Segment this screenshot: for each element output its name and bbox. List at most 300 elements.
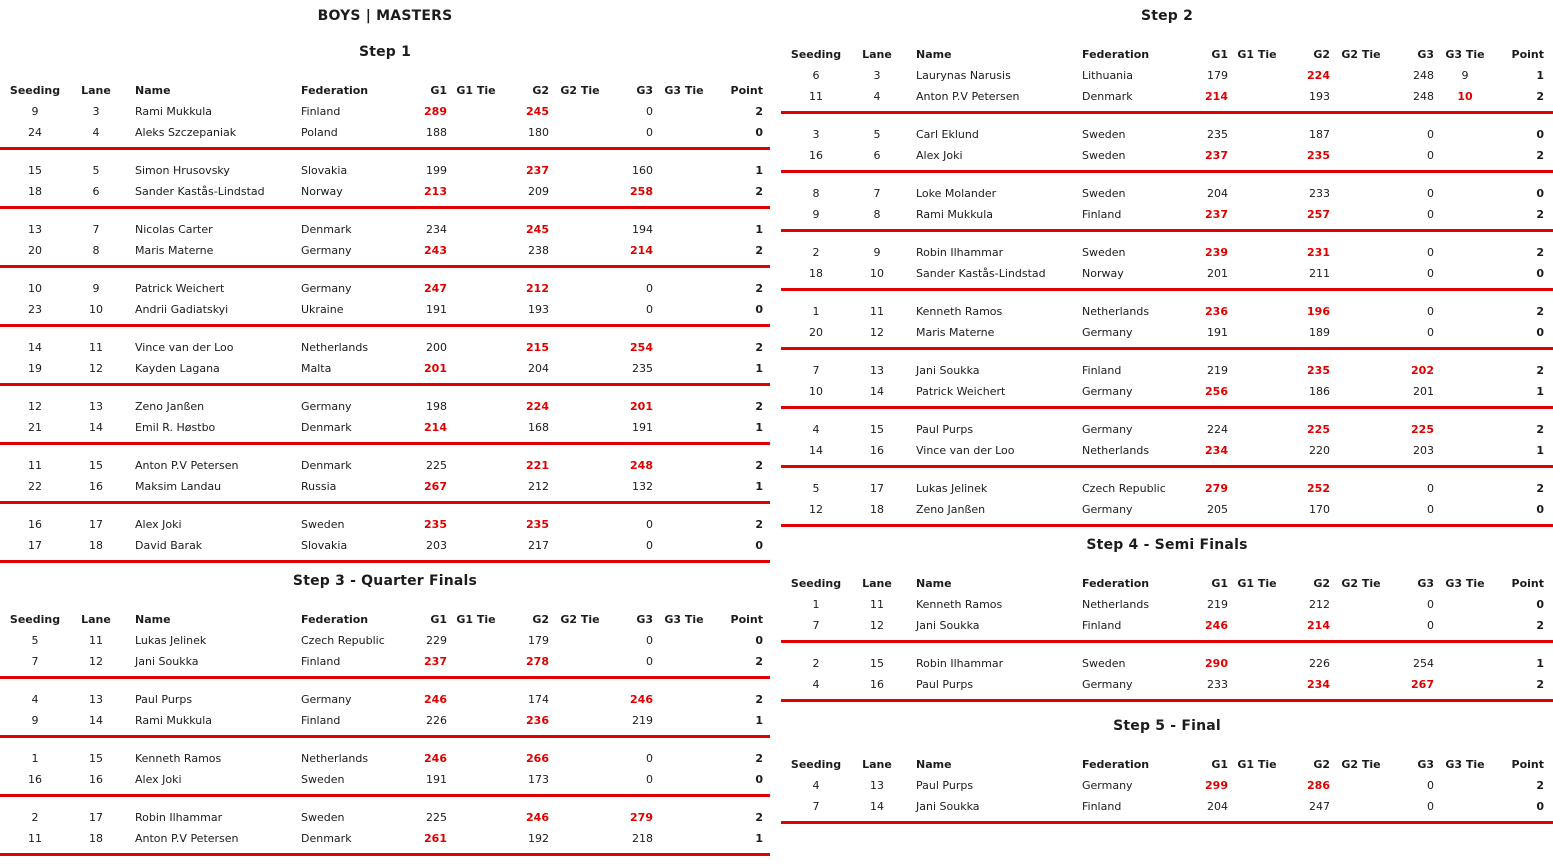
header-g1: G1 [430,613,447,626]
cell-g3-tie [1439,478,1491,499]
cell-g2-tie [1335,145,1387,166]
cell-seeding: 7 [812,800,820,813]
cell-federation: Slovakia [301,164,348,177]
cell-g3: 0 [1427,800,1434,813]
cell-g1-tie [450,101,502,122]
cell-federation: Germany [301,282,352,295]
match-pair [0,630,770,679]
cell-g3: 0 [1427,779,1434,792]
header-g2: G2 [532,613,549,626]
cell-g1: 237 [1205,149,1228,162]
cell-point: 2 [1536,779,1544,792]
cell-name: Emil R. Høstbo [135,421,216,434]
cell-federation: Czech Republic [1082,482,1166,495]
player-row [0,828,770,849]
player-row [781,204,1553,225]
cell-g2: 233 [1309,187,1330,200]
cell-g3-tie [658,417,710,438]
cell-lane: 18 [89,539,103,552]
cell-point: 2 [755,244,763,257]
cell-seeding: 10 [809,385,823,398]
cell-seeding: 2 [31,811,39,824]
cell-g3-tie [1439,204,1491,225]
cell-federation: Sweden [301,518,345,531]
player-row [0,278,770,299]
cell-g2-tie [554,101,606,122]
cell-g3: 0 [1427,326,1434,339]
cell-federation: Russia [301,480,337,493]
player-row [781,674,1553,695]
cell-g2-tie [1335,440,1387,461]
cell-g1: 200 [426,341,447,354]
cell-g1-tie [450,514,502,535]
cell-g3-tie [1439,615,1491,636]
cell-g3: 202 [1411,364,1434,377]
cell-seeding: 20 [28,244,42,257]
cell-point: 2 [1536,678,1544,691]
player-row [781,653,1553,674]
cell-seeding: 19 [28,362,42,375]
cell-g3: 254 [1413,657,1434,670]
cell-seeding: 16 [809,149,823,162]
cell-federation: Sweden [1082,149,1126,162]
cell-g1-tie [450,417,502,438]
cell-name: Alex Joki [135,773,182,786]
cell-g2-tie [554,299,606,320]
player-row [0,476,770,497]
header-g1-tie: G1 Tie [1237,758,1277,771]
match-pair [781,478,1553,527]
cell-g2: 173 [528,773,549,786]
match-separator [781,111,1553,114]
cell-seeding: 9 [31,714,39,727]
cell-g2: 174 [528,693,549,706]
cell-g1-tie [1231,419,1283,440]
cell-federation: Slovakia [301,539,348,552]
table-header-row [781,573,1553,594]
cell-federation: Finland [301,655,341,668]
match-pair [0,689,770,738]
cell-g1: 246 [1205,619,1228,632]
cell-lane: 11 [89,634,103,647]
match-pair [0,278,770,327]
cell-point: 2 [1536,90,1544,103]
match-separator [0,676,770,679]
cell-g1: 188 [426,126,447,139]
cell-lane: 16 [870,678,884,691]
cell-lane: 14 [870,800,884,813]
cell-g3: 160 [632,164,653,177]
cell-name: Anton P.V Petersen [135,459,239,472]
cell-g2: 234 [1307,678,1330,691]
header-g3: G3 [1417,577,1434,590]
match-separator [0,794,770,797]
cell-seeding: 21 [28,421,42,434]
header-g3: G3 [1417,48,1434,61]
cell-g3: 201 [1413,385,1434,398]
cell-g2-tie [1335,360,1387,381]
cell-g2-tie [1335,86,1387,107]
left-column [0,0,770,866]
cell-g2-tie [1335,381,1387,402]
cell-lane: 7 [92,223,100,236]
cell-federation: Germany [1082,503,1133,516]
cell-g3: 0 [1427,503,1434,516]
cell-point: 1 [755,832,763,845]
cell-lane: 3 [92,105,100,118]
header-federation: Federation [301,84,369,97]
header-point: Point [730,613,763,626]
cell-g2: 212 [528,480,549,493]
cell-federation: Netherlands [1082,598,1150,611]
cell-g3: 0 [1427,208,1434,221]
cell-g2: 187 [1309,128,1330,141]
cell-seeding: 1 [31,752,39,765]
cell-seeding: 14 [809,444,823,457]
match-separator [0,735,770,738]
player-row [0,710,770,731]
cell-federation: Finland [1082,364,1122,377]
cell-g2-tie [1335,124,1387,145]
cell-g3-tie [1439,594,1491,615]
cell-g2: 196 [1307,305,1330,318]
cell-g3-tie [658,240,710,261]
cell-g3: 218 [632,832,653,845]
cell-g3-tie [1439,242,1491,263]
cell-seeding: 4 [31,693,39,706]
cell-g3-tie [1439,183,1491,204]
cell-g3-tie: 10 [1457,90,1473,103]
cell-g1: 213 [424,185,447,198]
cell-g1-tie [1231,653,1283,674]
cell-name: Maksim Landau [135,480,222,493]
cell-point: 2 [755,518,763,531]
step-title: Step 4 - Semi Finals [1086,537,1248,553]
cell-g2-tie [554,240,606,261]
player-row [0,514,770,535]
cell-g1: 214 [1205,90,1228,103]
header-g2: G2 [1313,758,1330,771]
cell-g3: 0 [646,539,653,552]
cell-lane: 16 [89,480,103,493]
match-pair [0,807,770,856]
cell-g2: 235 [1307,149,1330,162]
header-federation: Federation [1082,577,1150,590]
cell-lane: 4 [92,126,100,139]
cell-g3-tie [658,358,710,379]
player-row [0,219,770,240]
cell-g2: 286 [1307,779,1330,792]
cell-g3-tie [658,535,710,556]
cell-point: 2 [755,341,763,354]
cell-g2-tie [554,122,606,143]
cell-g1: 256 [1205,385,1228,398]
header-name: Name [135,613,171,626]
match-separator [781,821,1553,824]
cell-name: Paul Purps [916,779,974,792]
header-federation: Federation [1082,48,1150,61]
cell-federation: Norway [301,185,343,198]
cell-point: 2 [755,185,763,198]
cell-g1-tie [450,630,502,651]
cell-g1: 205 [1207,503,1228,516]
cell-g1-tie [1231,478,1283,499]
cell-lane: 6 [873,149,881,162]
player-row [0,160,770,181]
cell-g2: 192 [528,832,549,845]
cell-point: 2 [755,400,763,413]
cell-g2: 235 [526,518,549,531]
match-separator [781,229,1553,232]
cell-g3-tie [1439,796,1491,817]
cell-name: Simon Hrusovsky [135,164,230,177]
player-row [0,240,770,261]
cell-g2: 209 [528,185,549,198]
cell-g2: 179 [528,634,549,647]
table-header-row [0,609,770,630]
player-row [781,65,1553,86]
cell-g1-tie [1231,145,1283,166]
cell-g1: 204 [1207,187,1228,200]
cell-seeding: 11 [28,459,42,472]
cell-seeding: 8 [812,187,820,200]
cell-seeding: 16 [28,773,42,786]
header-g3-tie: G3 Tie [1445,577,1485,590]
cell-seeding: 10 [28,282,42,295]
cell-g1: 289 [424,105,447,118]
cell-federation: Sweden [301,773,345,786]
player-row [781,124,1553,145]
cell-g3-tie [1439,653,1491,674]
table-header-row [781,754,1553,775]
cell-g3: 0 [1427,482,1434,495]
step-1-section [0,44,770,563]
cell-g2: 215 [526,341,549,354]
cell-g1-tie [1231,124,1283,145]
cell-federation: Finland [1082,208,1122,221]
cell-name: Andrii Gadiatskyi [135,303,229,316]
cell-g1-tie [450,240,502,261]
player-row [0,455,770,476]
cell-g3: 235 [632,362,653,375]
cell-g3: 248 [1413,90,1434,103]
cell-name: Paul Purps [916,423,974,436]
header-point: Point [1511,758,1544,771]
cell-name: Rami Mukkula [135,714,213,727]
cell-federation: Denmark [1082,90,1133,103]
cell-g2-tie [1335,478,1387,499]
cell-g1-tie [450,828,502,849]
header-g2-tie: G2 Tie [1341,758,1381,771]
cell-seeding: 1 [812,305,820,318]
cell-name: Alex Joki [135,518,182,531]
step-2-section [781,8,1553,527]
cell-g1: 179 [1207,69,1228,82]
cell-name: Sander Kastås-Lindstad [916,267,1046,280]
header-federation: Federation [301,613,369,626]
cell-point: 0 [1536,267,1544,280]
cell-g1: 246 [424,693,447,706]
cell-point: 2 [755,693,763,706]
cell-g3-tie: 9 [1461,69,1469,82]
cell-lane: 18 [870,503,884,516]
cell-g2-tie [1335,301,1387,322]
cell-g3: 0 [646,303,653,316]
match-separator [0,383,770,386]
player-row [781,499,1553,520]
cell-g3: 246 [630,693,653,706]
cell-g3: 0 [646,773,653,786]
cell-g1-tie [1231,263,1283,284]
cell-g1: 214 [424,421,447,434]
cell-point: 0 [1536,503,1544,516]
cell-federation: Finland [301,105,341,118]
cell-g1: 203 [426,539,447,552]
cell-g2-tie [554,689,606,710]
cell-g1-tie [1231,775,1283,796]
cell-federation: Germany [301,244,352,257]
cell-g1-tie [1231,615,1283,636]
cell-g2-tie [1335,615,1387,636]
cell-g3: 0 [646,634,653,647]
header-lane: Lane [81,84,111,97]
cell-g3: 214 [630,244,653,257]
cell-seeding: 13 [28,223,42,236]
cell-name: Maris Materne [916,326,995,339]
cell-g3-tie [658,630,710,651]
cell-federation: Netherlands [1082,305,1150,318]
match-pair [781,124,1553,173]
step-5-section [781,718,1553,824]
match-separator [781,524,1553,527]
cell-g1-tie [1231,674,1283,695]
cell-g2: 245 [526,223,549,236]
match-separator [781,288,1553,291]
cell-lane: 13 [89,400,103,413]
cell-g1-tie [1231,594,1283,615]
header-g2-tie: G2 Tie [1341,48,1381,61]
cell-seeding: 15 [28,164,42,177]
cell-lane: 14 [89,714,103,727]
header-seeding: Seeding [9,613,61,626]
cell-g3: 203 [1413,444,1434,457]
match-separator [781,406,1553,409]
cell-g3-tie [658,455,710,476]
cell-g3: 0 [646,655,653,668]
cell-g2-tie [1335,322,1387,343]
player-row [0,689,770,710]
cell-g1-tie [450,651,502,672]
header-lane: Lane [862,577,892,590]
cell-seeding: 18 [809,267,823,280]
player-row [781,478,1553,499]
cell-name: Carl Eklund [916,128,979,141]
header-g3-tie: G3 Tie [1445,48,1485,61]
header-name: Name [916,577,952,590]
cell-g1: 225 [426,459,447,472]
cell-name: Aleks Szczepaniak [135,126,237,139]
cell-point: 0 [755,539,763,552]
cell-g1: 191 [426,303,447,316]
header-lane: Lane [81,613,111,626]
header-g1-tie: G1 Tie [456,84,496,97]
cell-g1: 247 [424,282,447,295]
cell-lane: 15 [870,423,884,436]
cell-g1-tie [1231,499,1283,520]
cell-point: 0 [755,634,763,647]
cell-g2-tie [1335,242,1387,263]
cell-g2-tie [554,535,606,556]
cell-g2: 247 [1309,800,1330,813]
cell-point: 0 [755,773,763,786]
cell-g3-tie [1439,360,1491,381]
cell-name: Lukas Jelinek [916,482,988,495]
cell-lane: 15 [89,752,103,765]
cell-name: Alex Joki [916,149,963,162]
match-pair [781,775,1553,824]
cell-federation: Sweden [1082,187,1126,200]
match-separator [0,501,770,504]
cell-g2: 225 [1307,423,1330,436]
cell-federation: Netherlands [301,752,369,765]
cell-federation: Germany [1082,326,1133,339]
cell-name: Patrick Weichert [135,282,225,295]
cell-g2-tie [554,337,606,358]
cell-seeding: 7 [812,619,820,632]
player-row [0,337,770,358]
cell-seeding: 2 [812,657,820,670]
cell-point: 2 [1536,305,1544,318]
cell-g2: 211 [1309,267,1330,280]
cell-g2-tie [554,769,606,790]
cell-seeding: 18 [28,185,42,198]
cell-g2: 180 [528,126,549,139]
cell-federation: Germany [1082,385,1133,398]
header-g3-tie: G3 Tie [1445,758,1485,771]
cell-federation: Finland [1082,619,1122,632]
step-title: Step 1 [358,44,412,60]
cell-g3: 132 [632,480,653,493]
table-header-row [0,80,770,101]
cell-g2: 189 [1309,326,1330,339]
cell-g2: 193 [1309,90,1330,103]
cell-lane: 9 [92,282,100,295]
cell-seeding: 4 [812,678,820,691]
cell-g3: 0 [1427,246,1434,259]
cell-g3: 0 [1427,305,1434,318]
cell-name: Zeno Janßen [135,400,205,413]
cell-g3-tie [658,122,710,143]
player-row [781,145,1553,166]
cell-lane: 16 [89,773,103,786]
cell-g1: 290 [1205,657,1228,670]
match-pair [781,242,1553,291]
cell-point: 2 [1536,208,1544,221]
cell-g2: 252 [1307,482,1330,495]
cell-point: 1 [755,421,763,434]
cell-federation: Poland [301,126,338,139]
cell-name: Maris Materne [135,244,214,257]
cell-point: 2 [755,105,763,118]
cell-seeding: 9 [812,208,820,221]
cell-point: 2 [1536,246,1544,259]
cell-name: Jani Soukka [916,800,980,813]
cell-g3-tie [1439,674,1491,695]
match-pair [781,419,1553,468]
cell-g2-tie [1335,419,1387,440]
cell-g3: 0 [1427,187,1434,200]
cell-point: 0 [1536,187,1544,200]
